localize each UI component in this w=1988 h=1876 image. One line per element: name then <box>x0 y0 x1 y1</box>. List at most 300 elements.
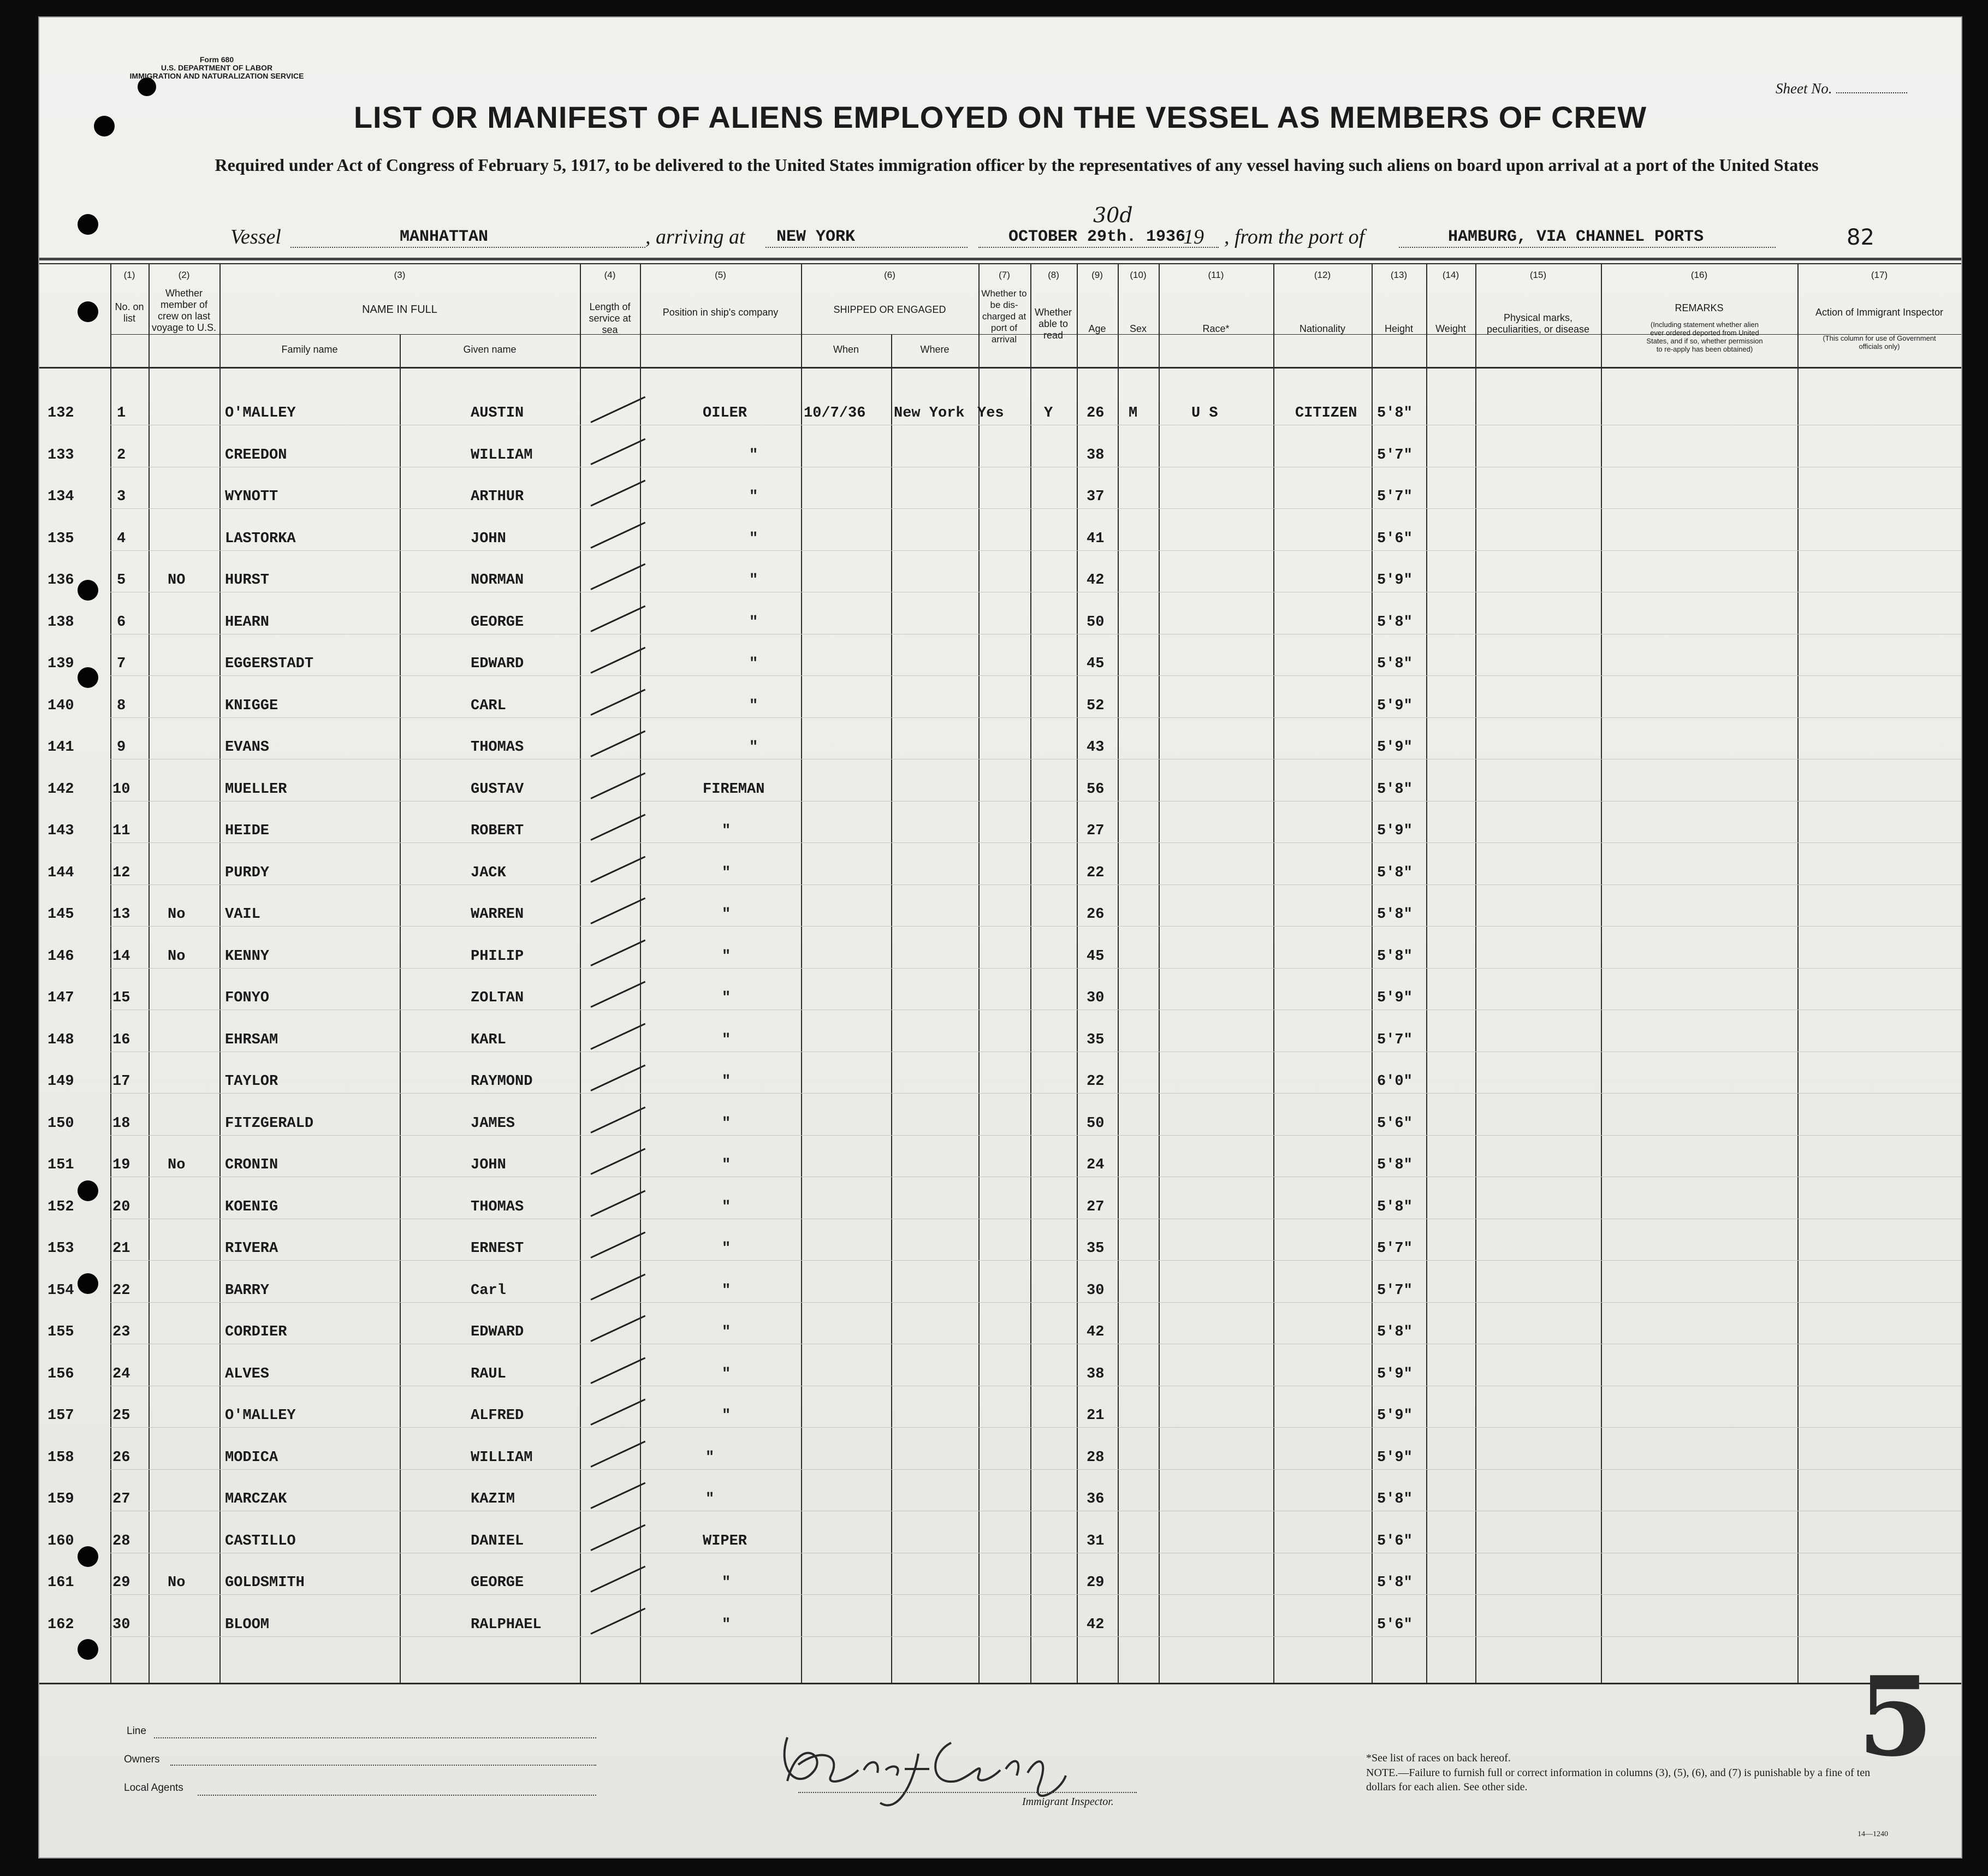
margin-number: 139 <box>48 656 74 672</box>
penalty-note: NOTE.—Failure to furnish full or correct information in columns (3), (5), (6), and (7) is punishable by a fine of ten dollars for each alien. See other side. <box>1366 1767 1871 1793</box>
local-agents-label: Local Agents <box>124 1782 183 1794</box>
list-number: 1 <box>117 405 126 421</box>
height: 5'9" <box>1377 572 1413 589</box>
given-name: RAYMOND <box>471 1073 533 1090</box>
position: " <box>749 489 758 505</box>
col-head-crew: Whether member of crew on last voyage to U.S. <box>151 288 217 333</box>
family-name: GOLDSMITH <box>225 1575 305 1591</box>
list-number: 20 <box>112 1198 130 1215</box>
pen-check-mark <box>590 1106 645 1133</box>
family-name: MODICA <box>225 1449 278 1466</box>
height: 5'8" <box>1377 1157 1413 1173</box>
height: 5'7" <box>1377 1282 1413 1299</box>
height: 5'7" <box>1377 489 1413 505</box>
age: 30 <box>1087 1282 1105 1299</box>
pen-check-mark <box>590 438 645 465</box>
row-rule <box>110 1636 1961 1637</box>
family-name: HEARN <box>225 614 270 631</box>
pen-check-mark <box>590 688 645 715</box>
family-name: TAYLOR <box>225 1073 278 1090</box>
pen-check-mark <box>590 1273 645 1300</box>
family-name: CRONIN <box>225 1157 278 1173</box>
given-name: DANIEL <box>471 1533 524 1550</box>
margin-number: 160 <box>48 1533 74 1550</box>
margin-number: 138 <box>48 614 74 631</box>
position: " <box>749 530 758 547</box>
col-head-length: Length of service at sea <box>589 301 631 335</box>
given-name: NORMAN <box>471 572 524 589</box>
margin-number: 155 <box>48 1324 74 1340</box>
age: 50 <box>1087 614 1105 631</box>
given-name: JACK <box>471 864 506 881</box>
row-rule <box>110 1135 1961 1136</box>
inspector-label: Immigrant Inspector. <box>1022 1796 1114 1808</box>
position: " <box>722 823 731 839</box>
family-name: HEIDE <box>225 823 270 839</box>
position: " <box>722 1157 731 1173</box>
family-name: MUELLER <box>225 781 287 798</box>
punch-hole <box>78 580 98 601</box>
age: 43 <box>1087 739 1105 756</box>
age: 21 <box>1087 1408 1105 1424</box>
margin-number: 146 <box>48 948 74 965</box>
col-head-weight: Weight <box>1435 323 1466 334</box>
position: " <box>722 864 731 881</box>
position: " <box>749 447 758 464</box>
position: " <box>722 1408 731 1424</box>
crew-last-voyage: No <box>168 1575 186 1591</box>
list-number: 4 <box>117 530 126 547</box>
height: 5'8" <box>1377 656 1413 672</box>
list-number: 28 <box>112 1533 130 1550</box>
pen-check-mark <box>590 1524 645 1551</box>
form-code: 14—1240 <box>1858 1830 1888 1838</box>
age: 22 <box>1087 864 1105 881</box>
list-number: 23 <box>112 1324 130 1340</box>
margin-number: 158 <box>48 1449 74 1466</box>
given-name: JAMES <box>471 1115 515 1132</box>
col-head-when: When <box>833 344 859 355</box>
punch-hole <box>78 214 98 235</box>
age: 27 <box>1087 1198 1105 1215</box>
row-rule <box>110 1594 1961 1595</box>
row-rule <box>110 884 1961 885</box>
list-number: 6 <box>117 614 126 631</box>
given-name: WILLIAM <box>471 447 533 464</box>
position: " <box>722 1282 731 1299</box>
position: " <box>722 1366 731 1382</box>
pen-check-mark <box>590 605 645 632</box>
height: 5'6" <box>1377 1115 1413 1132</box>
col-head-sex: Sex <box>1129 323 1147 334</box>
family-name: KOENIG <box>225 1198 278 1215</box>
height: 5'8" <box>1377 864 1413 881</box>
height: 5'9" <box>1377 697 1413 714</box>
shipped-where: New York <box>894 405 965 421</box>
position: " <box>722 906 731 923</box>
margin-number: 156 <box>48 1366 74 1382</box>
from-port-label: , from the port of <box>1224 225 1365 248</box>
position: " <box>749 572 758 589</box>
list-number: 9 <box>117 739 126 756</box>
family-name: MARCZAK <box>225 1491 287 1507</box>
pen-check-mark <box>590 1440 645 1467</box>
crew-last-voyage: No <box>168 948 186 965</box>
list-number: 10 <box>112 781 130 798</box>
position: " <box>722 1198 731 1215</box>
margin-number: 159 <box>48 1491 74 1507</box>
row-rule <box>110 550 1961 551</box>
margin-number: 135 <box>48 530 74 547</box>
height: 5'8" <box>1377 948 1413 965</box>
age: 45 <box>1087 948 1105 965</box>
list-number: 24 <box>112 1366 130 1382</box>
col-head-position: Position in ship's company <box>662 307 779 318</box>
given-name: THOMAS <box>471 1198 524 1215</box>
row-rule <box>110 1469 1961 1470</box>
position: " <box>705 1491 715 1507</box>
pen-check-mark <box>590 772 645 799</box>
age: 31 <box>1087 1533 1105 1550</box>
family-name: PURDY <box>225 864 270 881</box>
family-name: RIVERA <box>225 1240 278 1257</box>
punch-hole <box>78 1546 98 1567</box>
age: 42 <box>1087 572 1105 589</box>
list-number: 16 <box>112 1031 130 1048</box>
row-rule <box>110 1427 1961 1428</box>
position: " <box>722 1031 731 1048</box>
margin-number: 140 <box>48 697 74 714</box>
race: U S <box>1191 405 1218 421</box>
row-rule <box>110 1260 1961 1261</box>
height: 5'9" <box>1377 1408 1413 1424</box>
row-rule <box>110 1093 1961 1094</box>
col-head-read: Whether able to read <box>1034 307 1072 341</box>
height: 5'9" <box>1377 1366 1413 1382</box>
family-name: ALVES <box>225 1366 270 1382</box>
age: 28 <box>1087 1449 1105 1466</box>
height: 5'6" <box>1377 1616 1413 1633</box>
arrival-date: OCTOBER 29th. 1936 <box>1008 228 1186 246</box>
col-head-name: NAME IN FULL <box>362 304 437 316</box>
given-name: WILLIAM <box>471 1449 533 1466</box>
given-name: RAUL <box>471 1366 506 1382</box>
crew-last-voyage: NO <box>168 572 186 589</box>
height: 6'0" <box>1377 1073 1413 1090</box>
age: 24 <box>1087 1157 1105 1173</box>
margin-number: 132 <box>48 405 74 421</box>
page-title: LIST OR MANIFEST OF ALIENS EMPLOYED ON THE VESSEL AS MEMBERS OF CREW <box>353 100 1647 134</box>
margin-number: 162 <box>48 1616 74 1633</box>
margin-number: 143 <box>48 823 74 839</box>
age: 36 <box>1087 1491 1105 1507</box>
pen-check-mark <box>590 814 645 841</box>
age: 52 <box>1087 697 1105 714</box>
pen-check-mark <box>590 396 645 423</box>
age: 26 <box>1087 906 1105 923</box>
list-number: 29 <box>112 1575 130 1591</box>
given-name: GEORGE <box>471 614 524 631</box>
height: 5'6" <box>1377 1533 1413 1550</box>
given-name: CARL <box>471 697 506 714</box>
given-name: ZOLTAN <box>471 990 524 1006</box>
col-head-remarks-note: (Including statement whether alien ever ordered deported from United States, and if so, whether permission to re-apply has been obtained) <box>1646 320 1763 353</box>
given-name: RALPHAEL <box>471 1616 542 1633</box>
list-number: 12 <box>112 864 130 881</box>
pen-check-mark <box>590 1315 645 1342</box>
pen-check-mark <box>590 1232 645 1258</box>
pen-check-mark <box>590 981 645 1008</box>
list-number: 8 <box>117 697 126 714</box>
given-name: THOMAS <box>471 739 524 756</box>
margin-number: 145 <box>48 906 74 923</box>
sheet-number-label: Sheet No. <box>1776 80 1907 97</box>
height: 5'9" <box>1377 739 1413 756</box>
margin-number: 133 <box>48 447 74 464</box>
given-name: JOHN <box>471 530 506 547</box>
line-label: Line <box>127 1725 146 1737</box>
margin-number: 150 <box>48 1115 74 1132</box>
family-name: VAIL <box>225 906 260 923</box>
punch-hole <box>138 78 156 96</box>
given-name: WARREN <box>471 906 524 923</box>
margin-number: 141 <box>48 739 74 756</box>
arrival-port: NEW YORK <box>776 228 856 246</box>
page-subtitle: Required under Act of Congress of February 5, 1917, to be delivered to the United States immigration officer by the representatives of any vessel having such aliens on board upon arrival at a port of the United States <box>215 155 1819 175</box>
height: 5'7" <box>1377 447 1413 464</box>
position: FIREMAN <box>703 781 765 798</box>
family-name: BARRY <box>225 1282 270 1299</box>
list-number: 2 <box>117 447 126 464</box>
vessel-label: Vessel <box>230 225 281 248</box>
given-name: GUSTAV <box>471 781 524 798</box>
family-name: LASTORKA <box>225 530 296 547</box>
family-name: EGGERSTADT <box>225 656 314 672</box>
position: " <box>722 1324 731 1340</box>
height: 5'8" <box>1377 614 1413 631</box>
given-name: KARL <box>471 1031 506 1048</box>
row-rule <box>110 968 1961 969</box>
family-name: KENNY <box>225 948 270 965</box>
crew-last-voyage: No <box>168 1157 186 1173</box>
age: 42 <box>1087 1324 1105 1340</box>
crew-last-voyage: No <box>168 906 186 923</box>
margin-number: 157 <box>48 1408 74 1424</box>
row-rule <box>110 675 1961 676</box>
position: " <box>722 1575 731 1591</box>
col-head-where: Where <box>920 344 950 355</box>
list-number: 18 <box>112 1115 130 1132</box>
position: " <box>722 948 731 965</box>
position: " <box>749 656 758 672</box>
punch-hole <box>78 667 98 688</box>
margin-number: 144 <box>48 864 74 881</box>
list-number: 17 <box>112 1073 130 1090</box>
position: " <box>749 697 758 714</box>
age: 29 <box>1087 1575 1105 1591</box>
departure-port: HAMBURG, VIA CHANNEL PORTS <box>1448 228 1704 246</box>
given-name: ROBERT <box>471 823 524 839</box>
given-name: EDWARD <box>471 656 524 672</box>
height: 5'8" <box>1377 405 1413 421</box>
margin-number: 151 <box>48 1157 74 1173</box>
age: 35 <box>1087 1240 1105 1257</box>
owners-label: Owners <box>124 1754 160 1765</box>
year-suffix: 19 <box>1183 225 1204 248</box>
list-number: 30 <box>112 1616 130 1633</box>
age: 50 <box>1087 1115 1105 1132</box>
given-name: ALFRED <box>471 1408 524 1424</box>
height: 5'9" <box>1377 990 1413 1006</box>
height: 5'8" <box>1377 1198 1413 1215</box>
list-number: 21 <box>112 1240 130 1257</box>
shipped-when: 10/7/36 <box>804 405 866 421</box>
row-rule <box>110 717 1961 718</box>
pen-check-mark <box>590 1065 645 1091</box>
height: 5'8" <box>1377 1575 1413 1591</box>
nationality: CITIZEN <box>1295 405 1357 421</box>
punch-hole <box>78 1180 98 1201</box>
position: " <box>722 990 731 1006</box>
family-name: EHRSAM <box>225 1031 278 1048</box>
position: " <box>749 614 758 631</box>
col-head-given: Given name <box>463 344 517 355</box>
age: 37 <box>1087 489 1105 505</box>
margin-number: 136 <box>48 572 74 589</box>
manifest-sheet: Form 680 U.S. DEPARTMENT OF LABOR IMMIGRATION AND NATURALIZATION SERVICE Sheet No. LIST OR MANIFEST OF ALIENS EMPLOYED ON THE VESSEL AS MEMBERS OF CREW Required under Act of Congress of February 5, 1917, to be delivered to the United States immigration officer by the representatives of any vessel having such aliens on board upon arrival at a port of the United States Vessel MANHATTAN , arriving at NEW YORK OCTOBER 29th. 1936 30d 19 , from the port of HAMBURG, VIA CHANNEL PORTS 82 (1) (2) (3) (4) (5) (6) (7) (8) (9) (10) (11) (12) (13) (14) (15) (16) (17) No. on list Whether member of crew on last voyage to U.S. NAME IN FULL Family name Given name Length of service at sea Position in ship's company SHIPPED OR ENGAGED When Where Whether to be dis- charged at port of arrival Whether able to read Age Sex Race* Nationality Height Weight Physical marks, peculiarities, or disease REMARKS (Including statement whether alien ever ordered deported from United States, and if so, whether permission to re-apply has been obtained) Action of Immigrant Inspector (This column for use of Government officials only) 132 1 O'MALLEY AUSTIN OILER 10/7/36 New York Yes Y 26 M U S CITIZEN 5'8" 133 2 CREEDON WILLIAM " 38 5'7" 134 3 WYNOTT ARTHUR " 37 5'7" 135 4 LASTORKA JOHN " 41 5'6" 136 5 NO HURST NORMAN " 42 5'9" 138 6 HEARN GEORGE " 50 5'8" 139 7 EGGERSTADT EDWARD " 45 5'8" 140 8 KNIGGE CARL " 52 5'9" 141 9 EVANS THOMAS " 43 5'9" 142 10 MUELLER GUSTAV FIREMAN 56 5'8" 143 11 HEIDE ROBERT " 27 5'9" 144 12 PURDY JACK " 22 5'8" 145 13 No VAIL WARREN " 26 5'8" 146 14 No KENNY PHILIP " 45 5'8" 147 15 FONYO ZOLTAN " 30 5'9" 148 16 EHRSAM KARL " 35 5'7" 149 17 TAYLOR RAYMOND " 22 6'0" 150 18 FITZGERALD JAMES " 50 5'6" 151 19 No CRONIN JOHN " 24 5'8" 152 20 KOENIG THOMAS " 27 5'8" 153 21 RIVERA ERNEST " 35 5'7" 154 22 BARRY Carl " 30 5'7" 155 23 CORDIER EDWARD " 42 5'8" 156 24 ALVES RAUL " 38 5'9" 157 25 O'MALLEY ALFRED " 21 5'9" 158 26 MODICA WILLIAM " 28 5'9" 159 27 MARCZAK KAZIM " 36 5'8" 160 28 CASTILLO DANIEL WIPER 31 5'6" 161 29 No GOLDSMITH GEORGE " 29 5'8" 162 30 BLOOM RALPHAEL " 42 5'6" Line Owners Local Agents Immigrant Inspector. *See list of races on back hereof. NOTE.—Failure to furnish full or correct information in columns (3), (5), (6), and (7) is punishable by a fine of ten dollars for each alien. See other side. 14—1240 5 <box>38 16 1962 1859</box>
position: " <box>722 1073 731 1090</box>
col-head-family: Family name <box>281 344 338 355</box>
given-name: ERNEST <box>471 1240 524 1257</box>
col-head-nationality: Nationality <box>1299 323 1346 334</box>
height: 5'7" <box>1377 1240 1413 1257</box>
height: 5'6" <box>1377 530 1413 547</box>
able-to-read: Y <box>1044 405 1053 421</box>
margin-number: 153 <box>48 1240 74 1257</box>
sex: M <box>1129 405 1138 421</box>
age: 42 <box>1087 1616 1105 1633</box>
list-number: 13 <box>112 906 130 923</box>
age: 56 <box>1087 781 1105 798</box>
list-number: 15 <box>112 990 130 1006</box>
family-name: KNIGGE <box>225 697 278 714</box>
margin-number: 152 <box>48 1198 74 1215</box>
pen-check-mark <box>590 647 645 674</box>
given-name: GEORGE <box>471 1575 524 1591</box>
pen-check-mark <box>590 939 645 966</box>
family-name: WYNOTT <box>225 489 278 505</box>
age: 26 <box>1087 405 1105 421</box>
pen-check-mark <box>590 1482 645 1509</box>
family-name: EVANS <box>225 739 270 756</box>
height: 5'8" <box>1377 1324 1413 1340</box>
family-name: CASTILLO <box>225 1533 296 1550</box>
pen-check-mark <box>590 480 645 507</box>
pen-check-mark <box>590 1607 645 1634</box>
row-rule <box>110 801 1961 802</box>
margin-number: 134 <box>48 489 74 505</box>
position: " <box>722 1616 731 1633</box>
list-number: 27 <box>112 1491 130 1507</box>
family-name: O'MALLEY <box>225 405 296 421</box>
family-name: FITZGERALD <box>225 1115 314 1132</box>
given-name: PHILIP <box>471 948 524 965</box>
pen-check-mark <box>590 856 645 882</box>
arriving-label: , arriving at <box>645 225 745 248</box>
height: 5'8" <box>1377 781 1413 798</box>
position: OILER <box>703 405 747 421</box>
given-name: KAZIM <box>471 1491 515 1507</box>
punch-hole <box>78 301 98 322</box>
height: 5'9" <box>1377 1449 1413 1466</box>
list-number: 11 <box>112 823 130 839</box>
given-name: AUSTIN <box>471 405 524 421</box>
punch-hole <box>78 1273 98 1294</box>
family-name: CREEDON <box>225 447 287 464</box>
age: 38 <box>1087 1366 1105 1382</box>
family-name: FONYO <box>225 990 270 1006</box>
list-number: 14 <box>112 948 130 965</box>
list-number: 3 <box>117 489 126 505</box>
list-number: 26 <box>112 1449 130 1466</box>
vessel-name: MANHATTAN <box>400 228 489 246</box>
col-head-remarks: REMARKS <box>1675 302 1724 313</box>
row-rule <box>110 508 1961 509</box>
age: 41 <box>1087 530 1105 547</box>
margin-number: 161 <box>48 1575 74 1591</box>
col-head-action: Action of Immigrant Inspector <box>1815 307 1944 318</box>
height: 5'8" <box>1377 1491 1413 1507</box>
margin-number: 154 <box>48 1282 74 1299</box>
age: 45 <box>1087 656 1105 672</box>
sheet-stamp-number: 5 <box>1858 1653 1934 1781</box>
position: " <box>722 1115 731 1132</box>
age: 27 <box>1087 823 1105 839</box>
pen-check-mark <box>590 1023 645 1049</box>
page-number: 82 <box>1847 225 1874 250</box>
pen-check-mark <box>590 898 645 924</box>
form-identifier: Form 680 U.S. DEPARTMENT OF LABOR IMMIGRATION AND NATURALIZATION SERVICE <box>129 55 304 80</box>
col-head-age: Age <box>1088 323 1106 334</box>
margin-number: 142 <box>48 781 74 798</box>
given-name: Carl <box>471 1282 506 1299</box>
col-head-no: No. on list <box>115 301 144 324</box>
pen-check-mark <box>590 1399 645 1426</box>
given-name: EDWARD <box>471 1324 524 1340</box>
age: 38 <box>1087 447 1105 464</box>
col-head-race: Race* <box>1202 323 1230 334</box>
list-number: 19 <box>112 1157 130 1173</box>
height: 5'9" <box>1377 823 1413 839</box>
height: 5'8" <box>1377 906 1413 923</box>
col-head-height: Height <box>1384 323 1414 334</box>
age: 30 <box>1087 990 1105 1006</box>
row-rule <box>110 842 1961 843</box>
col-head-physical: Physical marks, peculiarities, or disease <box>1486 312 1590 335</box>
pen-check-mark <box>590 521 645 548</box>
pen-check-mark <box>590 1357 645 1384</box>
given-name: ARTHUR <box>471 489 524 505</box>
height: 5'7" <box>1377 1031 1413 1048</box>
list-number: 25 <box>112 1408 130 1424</box>
position: " <box>705 1449 715 1466</box>
col-head-shipped: SHIPPED OR ENGAGED <box>833 304 946 315</box>
discharged: Yes <box>977 405 1004 421</box>
pen-check-mark <box>590 1148 645 1175</box>
family-name: CORDIER <box>225 1324 287 1340</box>
family-name: O'MALLEY <box>225 1408 296 1424</box>
list-number: 22 <box>112 1282 130 1299</box>
